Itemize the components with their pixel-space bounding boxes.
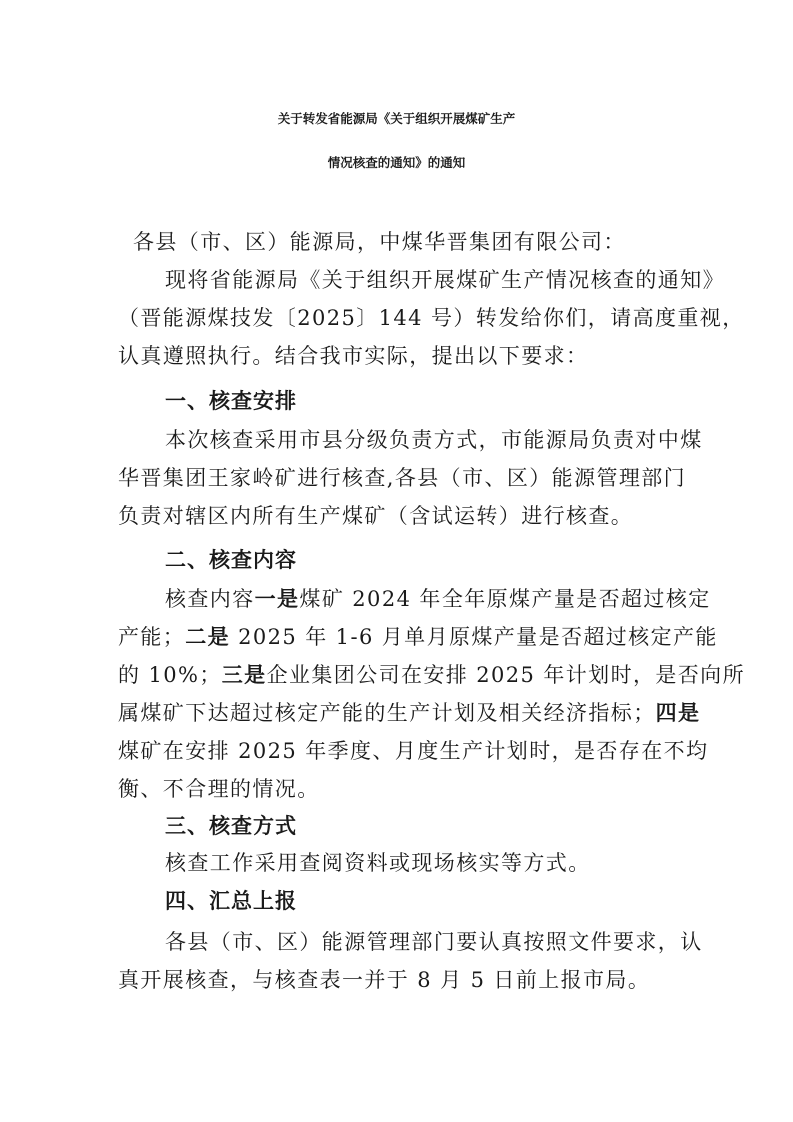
salutation: 各县（市、区）能源局，中煤华晋集团有限公司： — [133, 230, 626, 254]
section-heading-method: 三、核查方式 — [165, 814, 297, 838]
keyword-two: 二是 — [185, 625, 231, 649]
intro-line-3: 认真遵照执行。结合我市实际，提出以下要求： — [118, 344, 589, 368]
section4-line-2: 真开展核查，与核查表一并于 8 月 5 日前上报市局。 — [118, 968, 651, 992]
section2-line-4 — [118, 698, 700, 728]
section2-line-2 — [118, 622, 718, 652]
keyword-three: 三是 — [221, 663, 267, 687]
text-segment: 2025 年 1-6 月单月原煤产量是否超过核定产能 — [230, 625, 718, 649]
intro-line-2: （晋能源煤技发〔2025〕144 号）转发给你们，请高度重视， — [118, 306, 745, 330]
section-heading-report: 四、汇总上报 — [165, 889, 297, 913]
section2-line-5: 煤矿在安排 2025 年季度、月度生产计划时，是否存在不均 — [118, 739, 709, 763]
document-title-line-1: 关于转发省能源局《关于组织开展煤矿生产 — [277, 111, 516, 126]
section2-line-1 — [165, 584, 711, 614]
text-segment: 核查内容 — [165, 587, 255, 611]
section-heading-content: 二、核查内容 — [165, 548, 297, 572]
intro-line-1: 现将省能源局《关于组织开展煤矿生产情况核查的通知》 — [165, 268, 725, 292]
document-title-line-2: 情况核查的通知》的通知 — [327, 155, 466, 170]
section1-line-2: 华晋集团王家岭矿进行核查,各县（市、区）能源管理部门 — [118, 466, 687, 490]
section4-line-1: 各县（市、区）能源管理部门要认真按照文件要求，认 — [165, 930, 703, 954]
text-segment: 属煤矿下达超过核定产能的生产计划及相关经济指标； — [118, 701, 656, 725]
text-segment: 企业集团公司在安排 2025 年计划时，是否向所 — [266, 663, 745, 687]
section2-line-3 — [118, 660, 745, 690]
section1-line-1: 本次核查采用市县分级负责方式，市能源局负责对中煤 — [165, 428, 703, 452]
section2-line-6: 衡、不合理的情况。 — [118, 777, 320, 801]
text-segment: 产能； — [118, 625, 186, 649]
text-segment: 的 10%； — [118, 663, 222, 687]
section3-line-1: 核查工作采用查阅资料或现场核实等方式。 — [165, 851, 591, 875]
section-heading-arrangement: 一、核查安排 — [165, 389, 297, 413]
keyword-four: 四是 — [655, 701, 701, 725]
section1-line-3: 负责对辖区内所有生产煤矿（含试运转）进行核查。 — [118, 504, 634, 528]
keyword-one: 一是 — [254, 587, 300, 611]
text-segment: 煤矿 2024 年全年原煤产量是否超过核定 — [299, 587, 711, 611]
